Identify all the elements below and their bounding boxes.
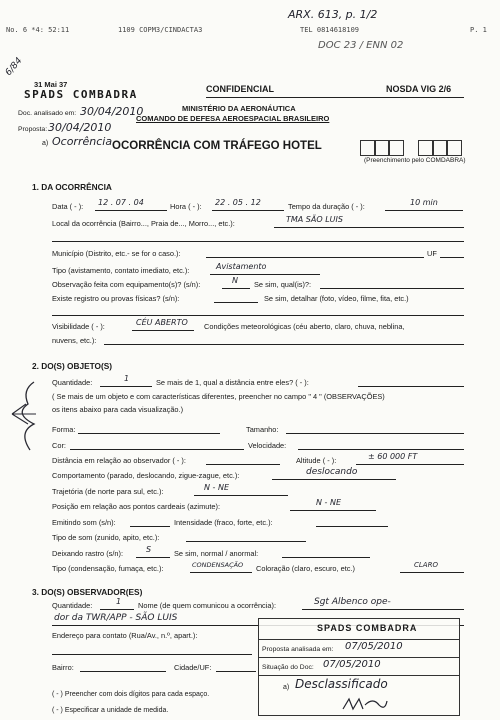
comportamento-line: [272, 479, 396, 480]
detalhar-line: [52, 315, 464, 316]
objeto-qtd-line: [100, 386, 152, 387]
se-sim-line: [320, 288, 464, 289]
endereco-label: Endereço para contato (Rua/Av., n.º, apart.):: [52, 631, 198, 640]
som-label: Emitindo som (s/n):: [52, 518, 116, 527]
cidade-label: Cidade/UF:: [174, 663, 212, 672]
rastro-label: Deixando rastro (s/n):: [52, 549, 124, 558]
distancia-line: [206, 464, 280, 465]
coloracao-label: Coloração (claro, escuro, etc.): [256, 564, 355, 573]
rastro-value: S: [146, 545, 152, 554]
velocidade-label: Velocidade:: [248, 441, 287, 450]
local-line: [274, 227, 464, 228]
som-line: [130, 526, 170, 527]
altitude-value: ± 60 000 FT: [368, 452, 418, 461]
control-box-6: [446, 140, 462, 156]
visibilidade-line: [132, 330, 194, 331]
uf-line: [440, 257, 464, 258]
velocidade-line: [298, 449, 464, 450]
stamp-top-analisado-value: 30/04/2010: [80, 105, 144, 118]
hora-line: [212, 210, 284, 211]
confidential-label: CONFIDENCIAL: [206, 84, 274, 94]
tipo-rastro-label: Tipo (condensação, fumaça, etc.):: [52, 564, 164, 573]
objeto-qtd-label: Quantidade:: [52, 378, 93, 387]
fax-header-left: No. 6 *4: 52:11: [6, 26, 70, 34]
tipo-rastro-line: [190, 572, 252, 573]
stamp-bottom-situacao-label: Situação do Doc:: [262, 664, 314, 671]
rastro-line: [136, 557, 170, 558]
handwritten-doc-ref: DOC 23 / ENN 02: [318, 40, 404, 51]
hora-value: 22 . 05 . 12: [215, 198, 261, 207]
posicao-value: N - NE: [316, 498, 341, 507]
nuvens-line: [104, 344, 464, 345]
tamanho-line: [286, 433, 464, 434]
fax-header-mid: 1109 COPM3/CINDACTA3: [118, 26, 203, 34]
endereco-line: [52, 654, 252, 655]
bairro-label: Bairro:: [52, 663, 74, 672]
data-line: [95, 210, 167, 211]
se-sim-label: Se sim, qual(is)?:: [254, 280, 312, 289]
tipo-label: Tipo (avistamento, contato imediato, etc.):: [52, 266, 190, 275]
stamp-bottom-divider-3: [259, 675, 459, 676]
ministry-title: MINISTÉRIO DA AERONÁUTICA: [182, 104, 296, 113]
objeto-note-1: ( Se mais de um objeto e com características diferentes, preencher no campo " 4 " (OBSERVAÇÕES): [52, 392, 385, 401]
observador-qtd-value: 1: [116, 597, 122, 606]
tamanho-label: Tamanho:: [246, 425, 279, 434]
coloracao-value: CLARO: [414, 561, 438, 569]
handwritten-corner-mark: 6/84: [3, 56, 25, 78]
objeto-note-2: os itens abaixo para cada visualização.): [52, 405, 184, 414]
objeto-dist-line: [358, 386, 464, 387]
stamp-bottom-divider-1: [259, 639, 459, 640]
municipio-line: [206, 257, 424, 258]
form-title: OCORRÊNCIA COM TRÁFEGO HOTEL: [112, 140, 322, 152]
detalhar-label: Se sim, detalhar (foto, vídeo, filme, fita, etc.): [264, 294, 409, 303]
nome-value-2: dor da TWR/APP - SÃO LUIS: [54, 613, 178, 623]
stamp-top-proposta-label: Proposta:: [18, 126, 48, 133]
stamp-top-a-value: Ocorrência: [52, 135, 113, 148]
nome-value-1: Sgt Albenco ope-: [314, 597, 391, 607]
fax-header-page: P. 1: [470, 26, 487, 34]
altitude-line: [356, 464, 464, 465]
intensidade-line: [316, 526, 388, 527]
altitude-label: Altitude ( - ):: [296, 456, 337, 465]
handwritten-archive-ref: ARX. 613, p. 1/2: [288, 8, 378, 21]
coloracao-line: [400, 572, 464, 573]
posicao-line: [290, 510, 376, 511]
registro-line: [214, 302, 258, 303]
visibilidade-value: CÉU ABERTO: [136, 318, 188, 327]
stamp-bottom-a-label: a): [283, 684, 290, 691]
local-value: TMA SÃO LUIS: [286, 215, 343, 224]
rastro-more-line: [282, 557, 370, 558]
stamp-top-proposta-value: 30/04/2010: [48, 121, 112, 134]
obs-equip-label: Observação feita com equipamento(s)? (s/n):: [52, 280, 201, 289]
form-code: NOSDA VIG 2/6: [386, 84, 452, 94]
rastro-more: Se sim, normal / anormal:: [174, 549, 259, 558]
forma-line: [78, 433, 220, 434]
intensidade-label: Intensidade (fraco, forte, etc.):: [174, 518, 273, 527]
stamp-bottom-proposta-label: Proposta analisada em:: [262, 646, 334, 653]
posicao-label: Posição em relação aos pontos cardeais (azimute):: [52, 502, 221, 511]
distancia-label: Distância em relação ao observador ( - ):: [52, 456, 186, 465]
tipo-som-line: [186, 541, 306, 542]
stamp-bottom-signature: [341, 695, 389, 713]
tipo-som-label: Tipo de som (zunido, apito, etc.):: [52, 533, 160, 542]
obs-equip-line: [222, 288, 250, 289]
fax-header-tel: TEL 0814618109: [300, 26, 360, 34]
nome-line-1: [302, 609, 464, 610]
bairro-line: [80, 671, 166, 672]
data-value: 12 . 07 . 04: [98, 198, 144, 207]
stamp-bottom-proposta-value: 07/05/2010: [345, 641, 403, 652]
footnote-1: ( - ) Preencher com dois dígitos para cada espaço.: [52, 691, 210, 698]
duracao-label: Tempo da duração ( - ):: [288, 202, 365, 211]
tipo-rastro-value: CONDENSAÇÃO: [192, 561, 244, 569]
obs-equip-value: N: [232, 276, 238, 285]
stamp-bottom: [258, 618, 460, 716]
footnote-2: ( - ) Especificar a unidade de medida.: [52, 707, 169, 714]
objeto-qtd-value: 1: [124, 374, 130, 383]
data-label: Data ( - ):: [52, 202, 84, 211]
tipo-value: Avistamento: [216, 262, 267, 271]
trajetoria-label: Trajetória (de norte para sul, etc.):: [52, 487, 164, 496]
stamp-top-a-label: a): [42, 140, 49, 147]
comportamento-label: Comportamento (parado, deslocando, zigue-zague, etc.):: [52, 471, 240, 480]
objeto-qtd-more: Se mais de 1, qual a distância entre eles? ( - ):: [156, 378, 309, 387]
cor-line: [70, 449, 244, 450]
header-rule: [206, 97, 464, 98]
observador-qtd-line: [100, 609, 134, 610]
fill-note: (Preenchimento pelo COMDABRA): [364, 157, 466, 164]
uf-label: UF: [427, 249, 437, 258]
comportamento-value: deslocando: [306, 467, 358, 477]
observador-qtd-label: Quantidade:: [52, 601, 93, 610]
trajetoria-value: N - NE: [204, 483, 229, 492]
stamp-top-date: 31 Mai 37: [34, 80, 68, 89]
command-title: COMANDO DE DEFESA AEROESPACIAL BRASILEIRO: [136, 114, 330, 123]
section3-heading: 3. DO(S) OBSERVADOR(ES): [32, 587, 143, 597]
cor-label: Cor:: [52, 441, 66, 450]
stamp-top-analisado-label: Doc. analisado em:: [18, 110, 77, 117]
section2-heading: 2. DO(S) OBJETO(S): [32, 361, 113, 371]
stamp-top-org: SPADS COMBADRA: [24, 88, 138, 101]
visibilidade-label: Visibilidade ( - ):: [52, 322, 105, 331]
tipo-line: [210, 274, 320, 275]
nuvens-label: nuvens, etc.):: [52, 336, 97, 345]
hora-label: Hora ( - ):: [170, 202, 202, 211]
cidade-line: [216, 671, 256, 672]
stamp-bottom-org: SPADS COMBADRA: [317, 623, 418, 633]
duracao-line: [385, 210, 463, 211]
nome-label: Nome (de quem comunicou a ocorrência):: [138, 601, 277, 610]
municipio-label: Município (Distrito, etc.- se for o caso.):: [52, 249, 181, 258]
duracao-value: 10 min: [410, 198, 438, 207]
section1-heading: 1. DA OCORRÊNCIA: [32, 182, 112, 192]
local-label: Local da ocorrência (Bairro..., Praia de..., Morro..., etc.):: [52, 219, 235, 228]
stamp-bottom-situacao-value: 07/05/2010: [323, 659, 381, 670]
condicoes-label: Condições meteorológicas (céu aberto, claro, chuva, neblina,: [204, 322, 405, 331]
stamp-bottom-a-value: Desclassificado: [295, 677, 388, 691]
stamp-bottom-divider-2: [259, 657, 459, 658]
registro-label: Existe registro ou provas físicas? (s/n):: [52, 294, 180, 303]
forma-label: Forma:: [52, 425, 76, 434]
margin-bracket-mark: [8, 380, 42, 454]
trajetoria-line: [194, 495, 288, 496]
local-line-2: [52, 241, 464, 242]
control-box-3: [388, 140, 404, 156]
